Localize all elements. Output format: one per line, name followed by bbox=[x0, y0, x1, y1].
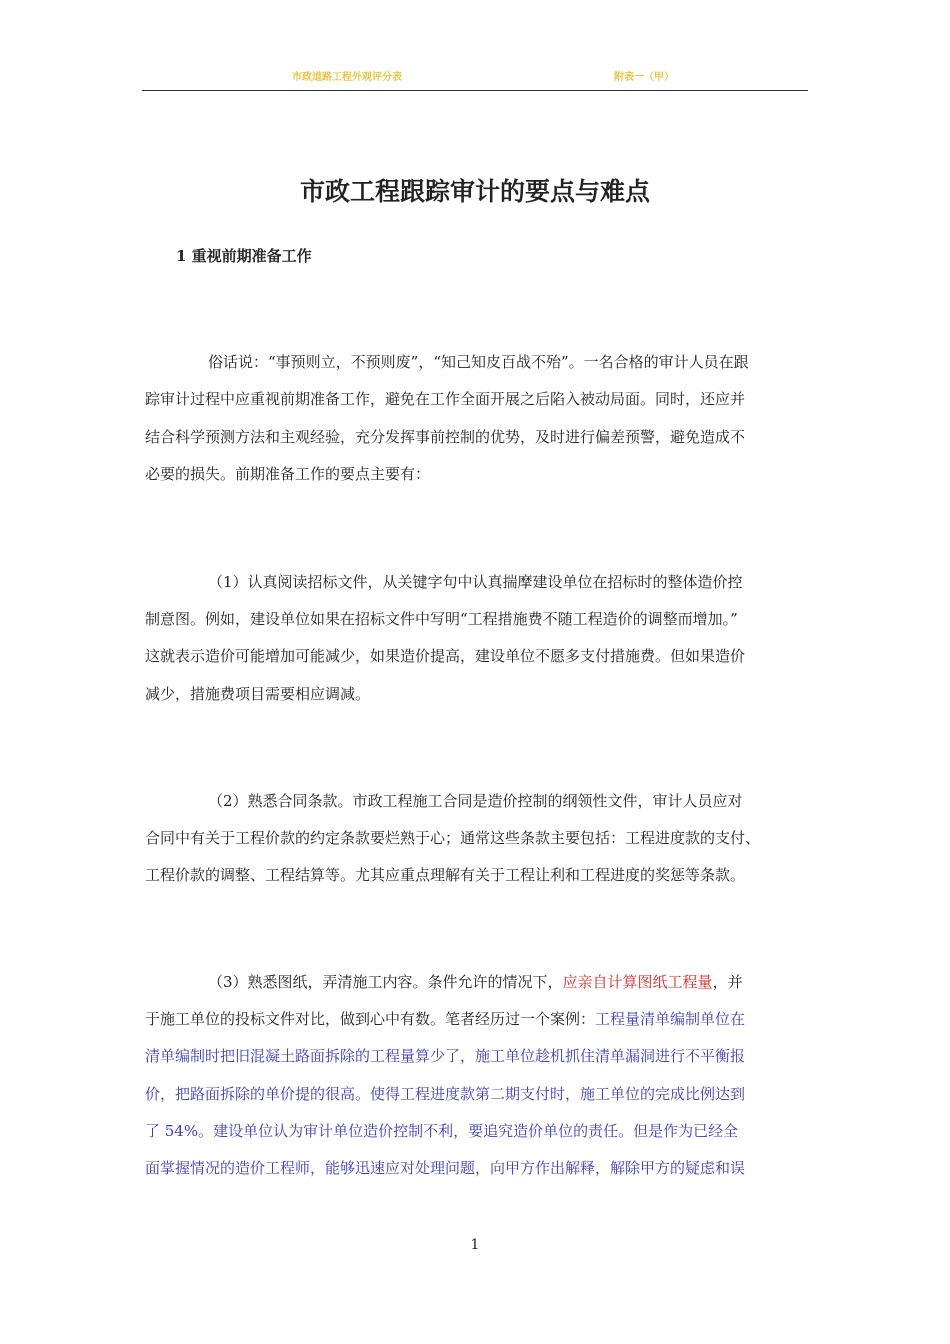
intro-line-1: 俗话说：“事预则立，不预则废”，“知己知皮百战不殆”。一名合格的审计人员在跟 bbox=[208, 353, 749, 371]
p1-line-3: 这就表示造价可能增加可能减少，如果造价提高，建设单位不愿多支付措施费。但如果造价 bbox=[145, 647, 746, 665]
p3-line-1-text-a: （3）熟悉图纸，弄清施工内容。条件允许的情况下， bbox=[208, 973, 563, 991]
p3-highlight-red: 应亲自计算图纸工程量 bbox=[562, 973, 713, 991]
p2-line-3: 工程价款的调整、工程结算等。尤其应重点理解有关于工程让利和工程进度的奖惩等条款。 bbox=[145, 866, 746, 884]
intro-line-2: 踪审计过程中应重视前期准备工作，避免在工作全面开展之后陷入被动局面。同时，还应并 bbox=[145, 390, 746, 408]
p2-line-1: （2）熟悉合同条款。市政工程施工合同是造价控制的纲领性文件，审计人员应对 bbox=[208, 792, 743, 810]
p3-line-2 bbox=[145, 1009, 807, 1029]
p3-blue-line-1: 清单编制时把旧混凝土路面拆除的工程量算少了，施工单位趁机抓住清单漏洞进行不平衡报 bbox=[145, 1047, 746, 1065]
header-right-text: 附表一（甲） bbox=[614, 72, 674, 83]
section-heading-1: 1 重视前期准备工作 bbox=[176, 247, 312, 265]
document-title: 市政工程跟踪审计的要点与难点 bbox=[299, 177, 650, 206]
page-header bbox=[142, 66, 808, 91]
p3-blue-line-4: 面掌握情况的造价工程师，能够迅速应对处理问题，向甲方作出解释，解除甲方的疑虑和误 bbox=[145, 1159, 746, 1177]
p1-line-4: 减少，措施费项目需要相应调减。 bbox=[145, 685, 371, 703]
p3-line-2-blue: 工程量清单编制单位在 bbox=[595, 1010, 746, 1028]
intro-line-3: 结合科学预测方法和主观经验，充分发挥事前控制的优势，及时进行偏差预警，避免造成不 bbox=[145, 428, 746, 446]
p3-blue-line-2: 价，把路面拆除的单价提的很高。使得工程进度款第二期支付时，施工单位的完成比例达到 bbox=[145, 1085, 746, 1103]
p3-line-2-text: 于施工单位的投标文件对比，做到心中有数。笔者经历过一个案例： bbox=[145, 1010, 596, 1028]
p2-line-2: 合同中有关于工程价款的约定条款要烂熟于心；通常这些条款主要包括：工程进度款的支付、 bbox=[145, 829, 761, 847]
p3-line-1 bbox=[208, 972, 807, 992]
intro-line-4: 必要的损失。前期准备工作的要点主要有： bbox=[145, 465, 431, 483]
p3-blue-line-3: 了 54%。建设单位认为审计单位造价控制不利，要追究造价单位的责任。但是作为已经全 bbox=[145, 1122, 739, 1140]
p1-line-2: 制意图。例如，建设单位如果在招标文件中写明“工程措施费不随工程造价的调整而增加。” bbox=[145, 610, 738, 628]
p3-line-1-text-b: ，并 bbox=[712, 973, 743, 991]
header-left-text: 市政道路工程外观评分表 bbox=[292, 72, 402, 83]
page-number: 1 bbox=[470, 1237, 480, 1253]
p1-line-1: （1）认真阅读招标文件，从关键字句中认真揣摩建设单位在招标时的整体造价控 bbox=[208, 573, 743, 591]
